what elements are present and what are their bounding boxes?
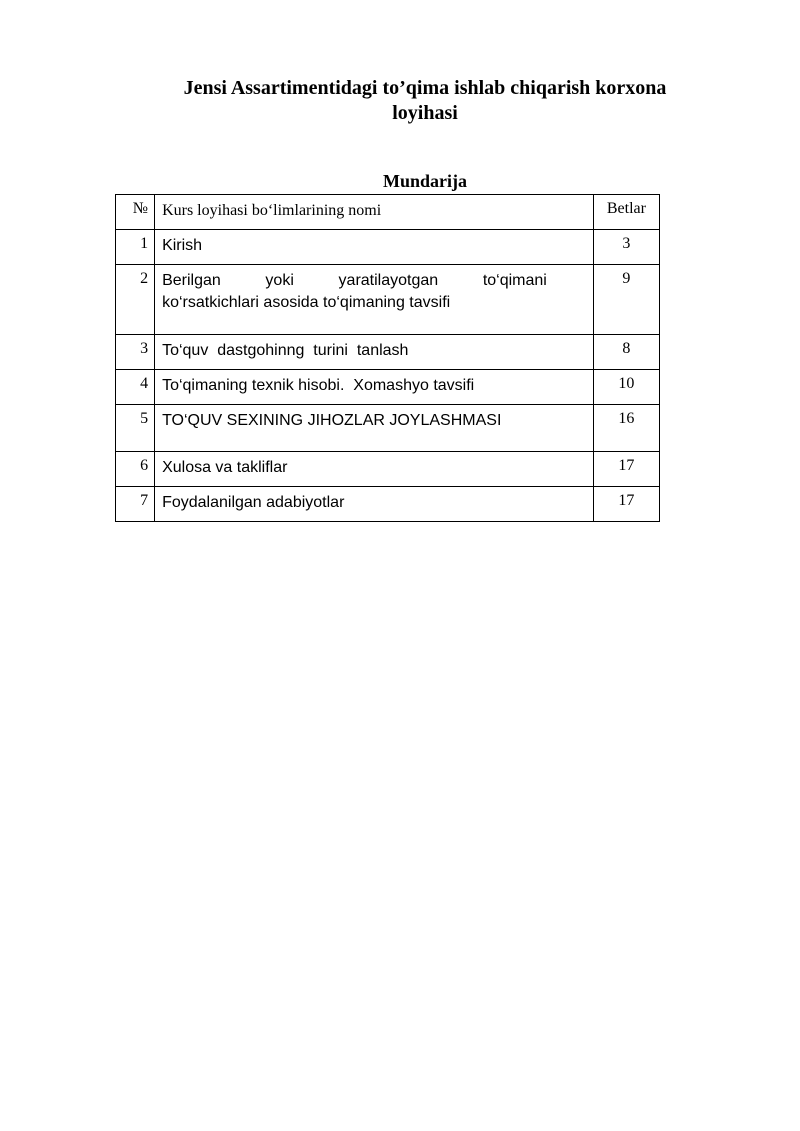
row-page: 16 bbox=[593, 405, 659, 452]
row-number: 4 bbox=[116, 370, 155, 405]
document-title-line-2: loyihasi bbox=[392, 102, 458, 124]
row-number: 1 bbox=[116, 230, 155, 265]
row-section-line: TO‘QUV SEXINING JIHOZLAR JOYLASHMASI bbox=[162, 412, 502, 429]
toc-heading: Mundarija bbox=[382, 171, 467, 191]
header-pages: Betlar bbox=[593, 195, 659, 230]
row-section bbox=[155, 487, 594, 522]
row-page: 3 bbox=[593, 230, 659, 265]
row-section-line: To‘qimaning texnik hisobi. Xomashyo tavsifi bbox=[162, 377, 475, 394]
header-section: Kurs loyihasi bo‘limlarining nomi bbox=[155, 195, 594, 230]
row-number: 6 bbox=[116, 452, 155, 487]
row-section-line: Berilgan yoki yaratilayotgan to‘qimani bbox=[162, 272, 547, 289]
row-section-line: Foydalanilgan adabiyotlar bbox=[162, 494, 345, 511]
table-row bbox=[116, 335, 660, 370]
row-page: 17 bbox=[593, 452, 659, 487]
header-number: № bbox=[116, 195, 155, 230]
document-title-line-1: Jensi Assartimentidagi to’qima ishlab chiqarish korxona bbox=[183, 77, 667, 99]
row-section bbox=[155, 335, 594, 370]
row-page: 10 bbox=[593, 370, 659, 405]
row-page: 17 bbox=[593, 487, 659, 522]
row-section bbox=[155, 265, 594, 335]
table-row bbox=[116, 487, 660, 522]
table-row bbox=[116, 405, 660, 452]
row-section bbox=[155, 230, 594, 265]
table-row bbox=[116, 265, 660, 335]
row-number: 2 bbox=[116, 265, 155, 335]
table-row bbox=[116, 370, 660, 405]
row-number: 3 bbox=[116, 335, 155, 370]
row-number: 7 bbox=[116, 487, 155, 522]
row-section-line: ko‘rsatkichlari asosida to‘qimaning tavsifi bbox=[162, 294, 451, 311]
row-section bbox=[155, 452, 594, 487]
table-row bbox=[116, 452, 660, 487]
row-section-line: To‘quv dastgohinng turini tanlash bbox=[162, 342, 409, 359]
toc-header-row bbox=[116, 195, 660, 230]
table-row bbox=[116, 230, 660, 265]
row-page: 8 bbox=[593, 335, 659, 370]
row-number: 5 bbox=[116, 405, 155, 452]
document-title bbox=[180, 76, 670, 126]
row-section-line: Xulosa va takliflar bbox=[162, 459, 288, 476]
row-section bbox=[155, 370, 594, 405]
row-section bbox=[155, 405, 594, 452]
row-page: 9 bbox=[593, 265, 659, 335]
row-section-line: Kirish bbox=[162, 237, 203, 254]
toc-table bbox=[115, 194, 660, 522]
